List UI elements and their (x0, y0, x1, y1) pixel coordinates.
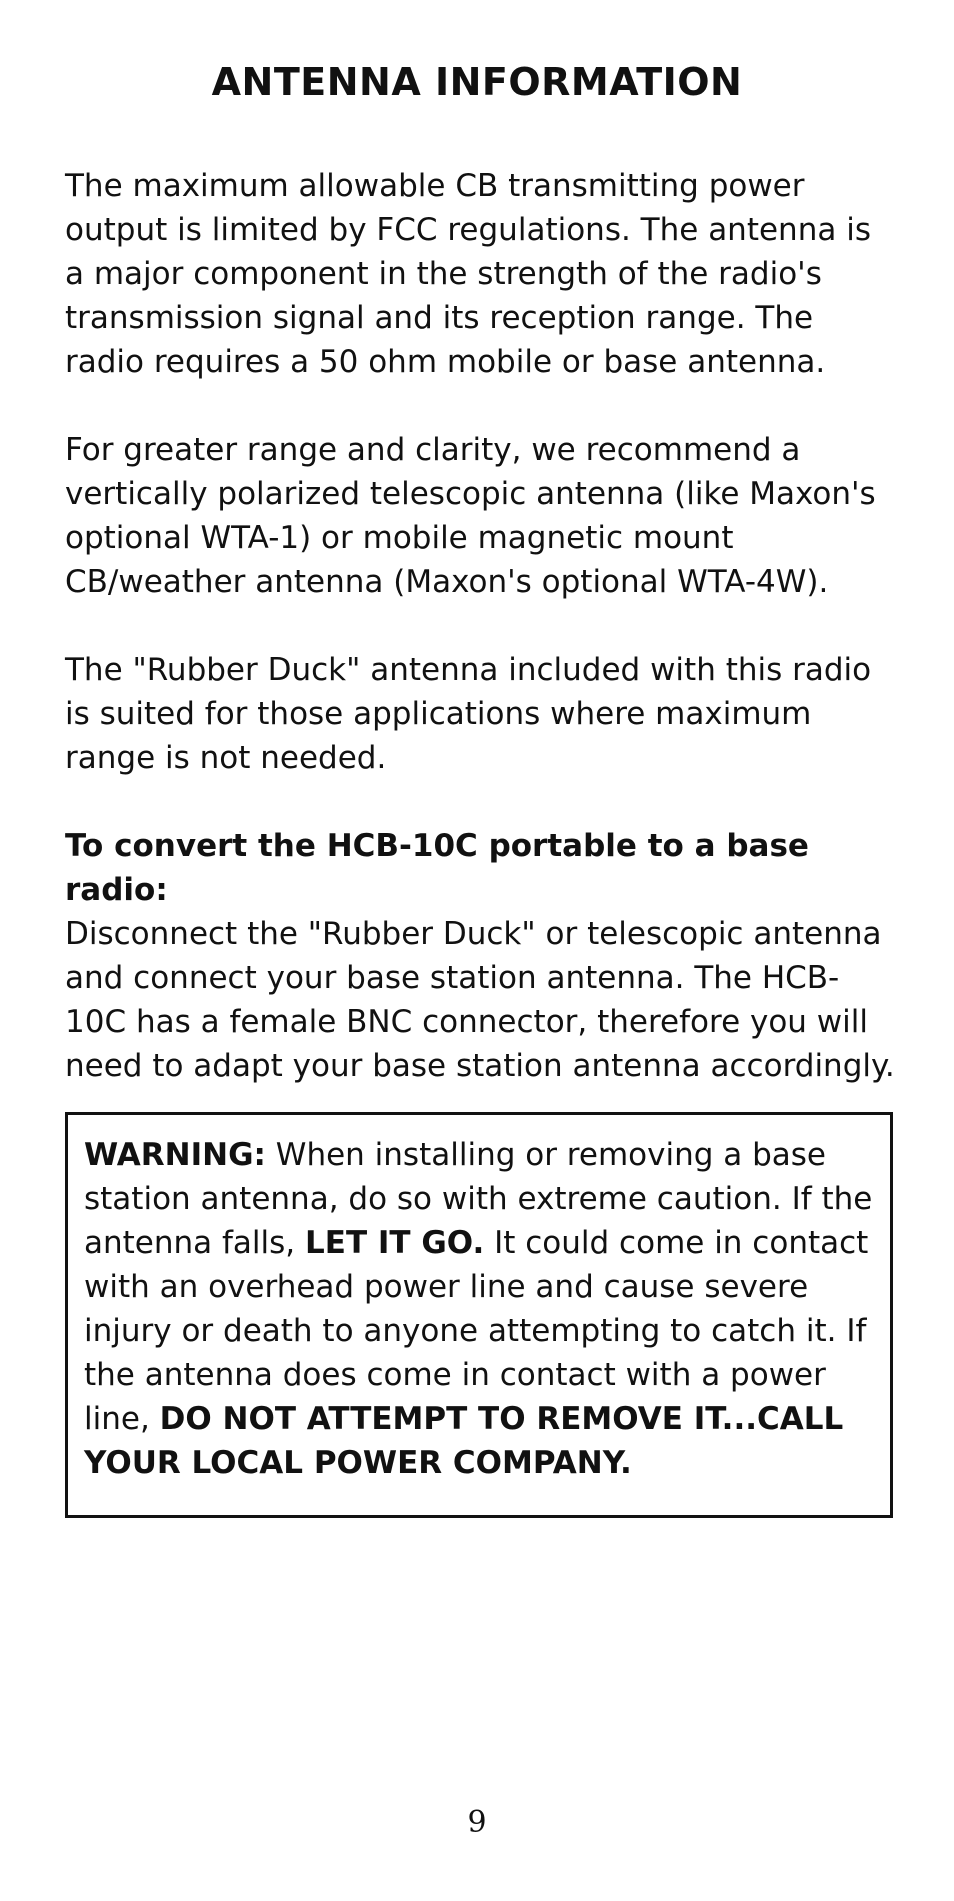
warning-emphasis-let-it-go: LET IT GO. (305, 1225, 485, 1261)
warning-text-2: It could come in contact with an overhead power line and cause severe injury or death to anyone attempting to catch it. If the antenna does come in contact with a power line, (84, 1225, 869, 1437)
document-body (65, 164, 895, 1518)
convert-section (65, 824, 895, 1088)
warning-box (65, 1112, 893, 1518)
warning-label: WARNING: (84, 1137, 266, 1173)
convert-instructions: Disconnect the "Rubber Duck" or telescopic antenna and connect your base station antenna. The HCB-10C has a female BNC connector, therefore you will need to adapt your base station antenna accordingly. (65, 916, 895, 1084)
paragraph-power-output: The maximum allowable CB transmitting power output is limited by FCC regulations. The antenna is a major component in the strength of the radio's transmission signal and its reception range. The radio requires a 50 ohm mobile or base antenna. (65, 168, 871, 380)
convert-heading: To convert the HCB-10C portable to a base radio: (65, 828, 809, 908)
warning-emphasis-call-power-company: DO NOT ATTEMPT TO REMOVE IT...CALL YOUR LOCAL POWER COMPANY. (84, 1401, 844, 1481)
page-number: 9 (467, 1805, 487, 1840)
warning-text-1: When installing or removing a base station antenna, do so with extreme caution. If the antenna falls, (84, 1137, 873, 1261)
paragraph-rubber-duck: The "Rubber Duck" antenna included with this radio is suited for those applications where maximum range is not needed. (65, 652, 872, 776)
page-title: ANTENNA INFORMATION (211, 60, 743, 104)
paragraph-recommended-antenna: For greater range and clarity, we recommend a vertically polarized telescopic antenna (like Maxon's optional WTA-1) or mobile magnetic mount CB/weather antenna (Maxon's optional WTA-4W). (65, 432, 876, 600)
